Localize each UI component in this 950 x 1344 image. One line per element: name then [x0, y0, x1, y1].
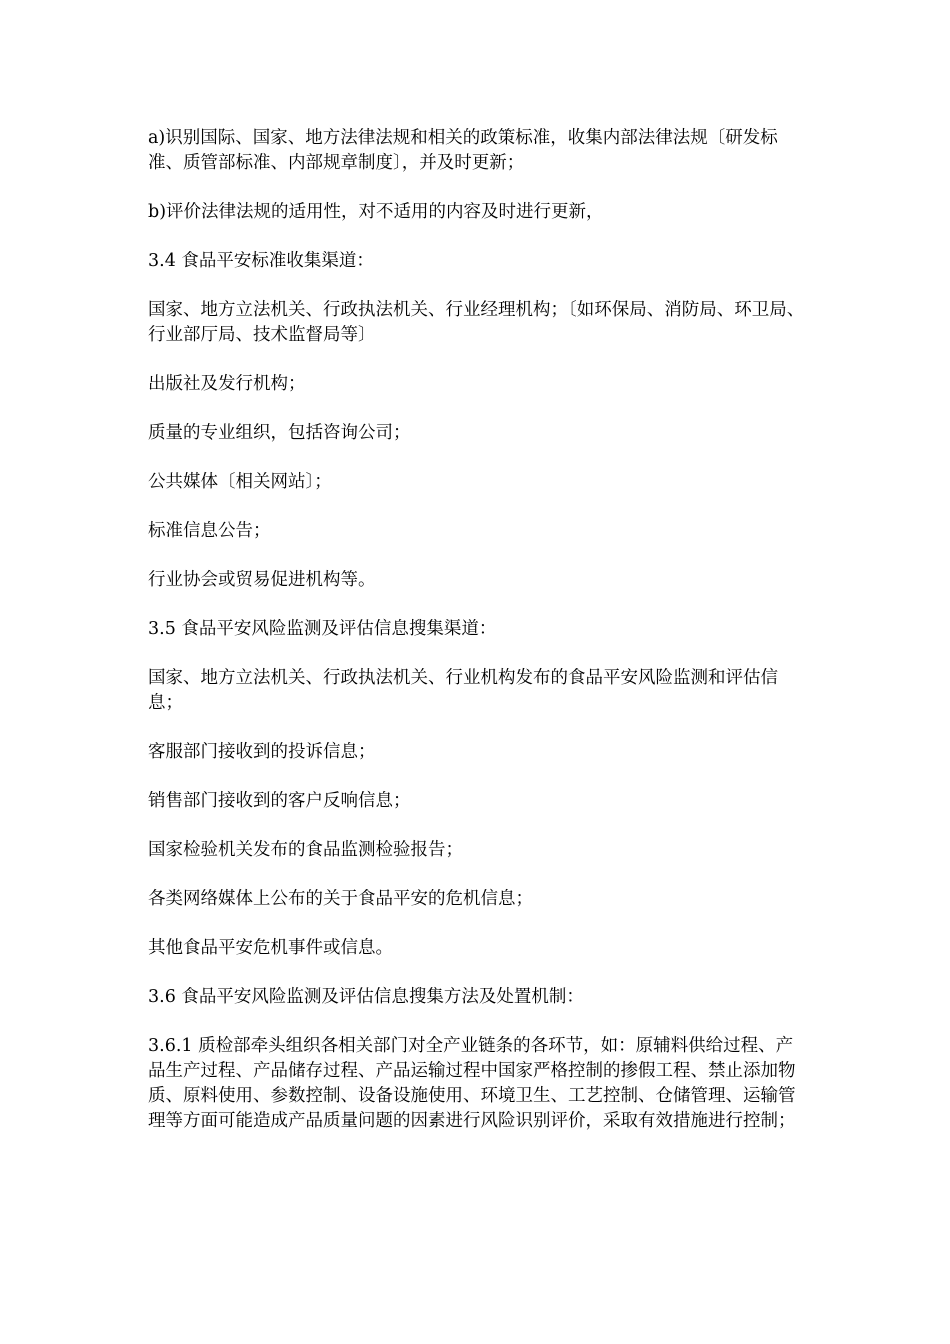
- section-heading-3-6: 3.6 食品平安风险监测及评估信息搜集方法及处置机制：: [148, 987, 584, 1007]
- section-heading-3-4: 3.4 食品平安标准收集渠道：: [148, 251, 374, 271]
- paragraph-standard-channel-organizations: 质量的专业组织，包括咨询公司；: [148, 423, 411, 443]
- paragraph-risk-channel-inspection-reports: 国家检验机关发布的食品监测检验报告；: [148, 840, 463, 860]
- document-body: [148, 126, 808, 1158]
- paragraph-3-6-1: 3.6.1 质检部牵头组织各相关部门对全产业链条的各环节，如：原辅料供给过程、产品生产过程、产品储存过程、产品运输过程中国家严格控制的掺假工程、禁止添加物质、原料使用、参数控制、设备设施使用、环境卫生、工艺控制、仓储管理、运输管理等方面可能造成产品质量问题的因素进行风险识别评价，采取有效措施进行控制；: [148, 1036, 796, 1131]
- paragraph-standard-channel-authorities: 国家、地方立法机关、行政执法机关、行业经理机构；〔如环保局、消防局、环卫局、行业部厅局、技术监督局等〕: [148, 300, 805, 345]
- paragraph-standard-channel-media: 公共媒体〔相关网站〕；: [148, 472, 332, 492]
- paragraph-standard-channel-announcements: 标准信息公告；: [148, 521, 271, 541]
- paragraph-standard-channel-associations: 行业协会或贸易促进机构等。: [148, 570, 376, 590]
- paragraph-risk-channel-authorities: 国家、地方立法机关、行政执法机关、行业机构发布的食品平安风险监测和评估信息；: [148, 668, 778, 713]
- paragraph-legal-evaluation: b)评价法律法规的适用性，对不适用的内容及时进行更新，: [148, 202, 604, 222]
- paragraph-legal-identification: a)识别国际、国家、地方法律法规和相关的政策标准，收集内部法律法规〔研发标准、质管部标准、内部规章制度〕，并及时更新；: [148, 128, 778, 173]
- paragraph-standard-channel-publishers: 出版社及发行机构；: [148, 374, 306, 394]
- paragraph-risk-channel-network-media: 各类网络媒体上公布的关于食品平安的危机信息；: [148, 889, 533, 909]
- paragraph-risk-channel-customer-feedback: 销售部门接收到的客户反响信息；: [148, 791, 411, 811]
- paragraph-risk-channel-complaints: 客服部门接收到的投诉信息；: [148, 742, 376, 762]
- section-heading-3-5: 3.5 食品平安风险监测及评估信息搜集渠道：: [148, 619, 497, 639]
- paragraph-risk-channel-other: 其他食品平安危机事件或信息。: [148, 938, 393, 958]
